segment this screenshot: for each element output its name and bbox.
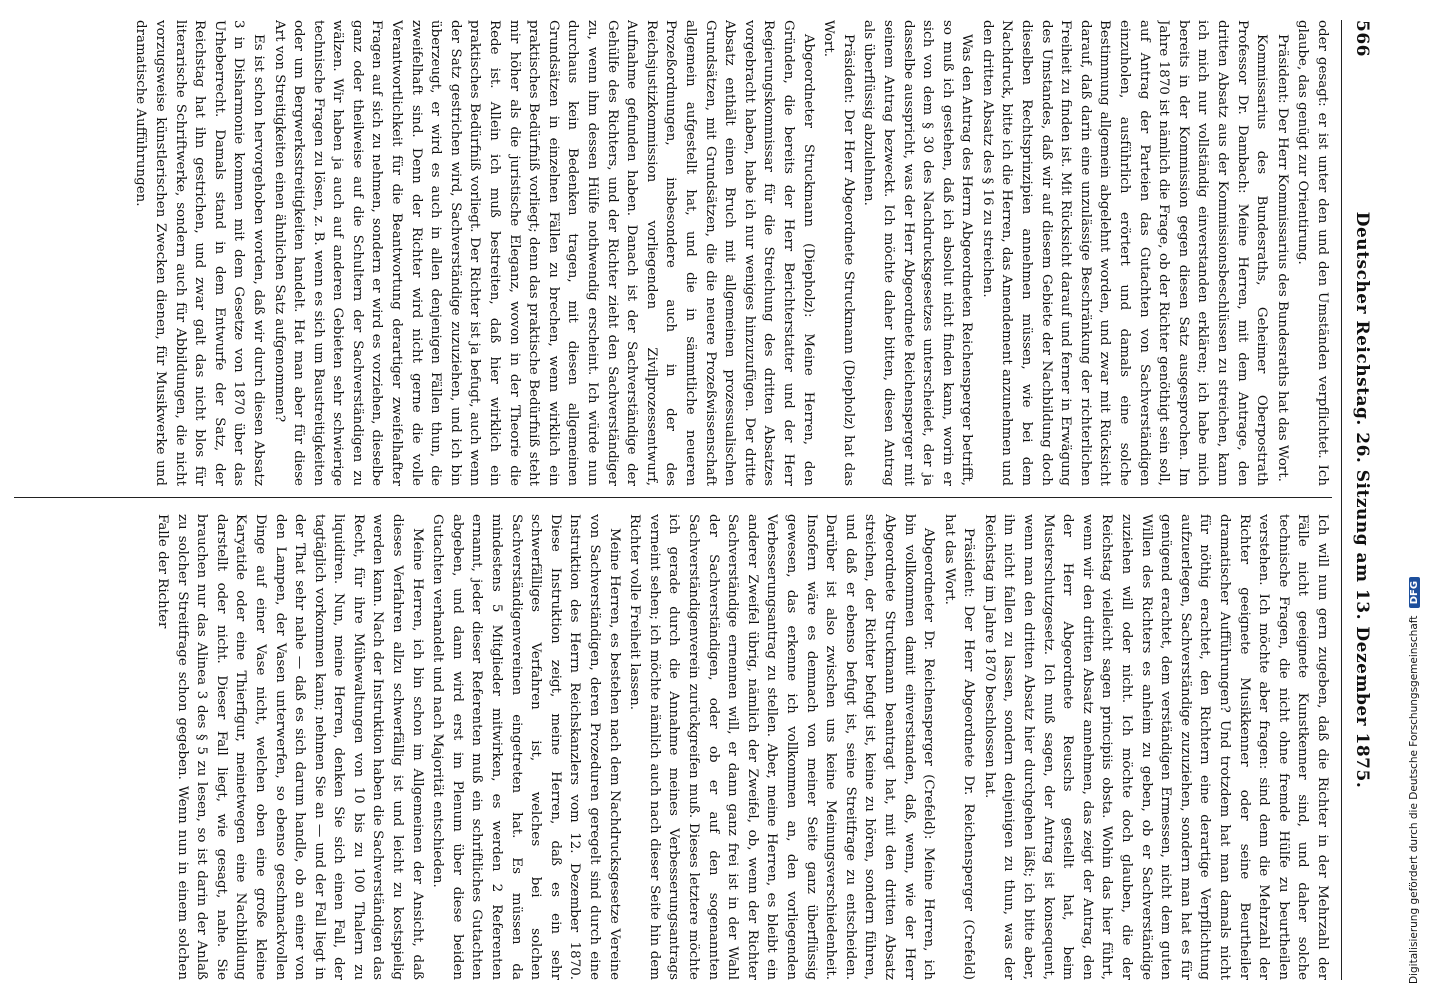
paragraph: Kommissarius des Bundesraths, Geheimer Oberpostrath Professor Dr. Dambach: Meine Herren, mit dem Antrage, den dritten Absatz aus der Kommissionsbeschlüssen zu streichen, kann ich mich nur vollständig einverstanden erklären; ich habe mich bereits in der Kommission gegen diesen Satz ausgesprochen. Im Jahre 1870 ist nämlich die Frage, ob der Richter genöthigt sein soll, auf Antrag der Parteien das Gutachten von Sachverständigen einzuholen, ausführlich erörtert und damals eine solche Bestimmung allgemein abgelehnt worden, und zwar mit Rücksicht darauf, daß darin eine unzulässige Beschränkung der richterlichen Freiheit zu finden ist. Mit Rücksicht darauf und ferner in Erwägung des Umstandes, daß wir auf diesem Gebiete der Nachbildung doch dieselben Rechtsprinzipien annehmen müssen, wie bei dem Nachdruck, bitte ich die Herren, das Amendement anzunehmen und den dritten Absatz des § 16 zu streichen.: [979, 20, 1270, 486]
digitization-credit: [1398, 0, 1432, 1000]
page-header: [1341, 20, 1382, 980]
paragraph: Meine Herren, es bestehen nach dem Nachdrucksgesetze Vereine von Sachverständigen, deren Prozeduren geregelt sind durch eine Instruktion des Herrn Reichskanzlers vom 12. Dezember 1870. Diese Instruktion zeigt, meine Herren, daß es ein sehr schwerfälliges Verfahren ist, welches bei solchen Sachverständigenvereinen eingetreten hat. Es müssen da mindestens 5 Mitglieder mitwirken, es werden 2 Referenten ernannt, jeder dieser Referenten muß ein schriftliches Gutachten abgeben, und dann wird erst im Plenum über diese beiden Gutachten verhandelt und nach Majorität entschieden.: [430, 514, 622, 980]
page-number: 566: [1352, 20, 1372, 57]
paragraph: Meine Herren, ich bin schon im Allgemeinen der Ansicht, daß dieses Verfahren allzu schwerfällig ist und leicht zu kostspielig werden kann. Nach der Instruktion haben die Sachverständigen das Recht, für ihre Mühewaltungen von 10 bis zu 100 Thalern zu liquidiren. Nun, meine Herren, denken Sie sich einen Fall, der tagtäglich vorkommen kann; nehmen Sie an — und der Fall liegt in der That sehr nahe — daß es sich darum handle, ob an einer von den Lampen, der Vasen unterwerfen, so ebenso geschmackvollen Dinge auf einer Vase nicht, welchen oben eine große kleine Karyatide oder eine Thierfigur, meinetwegen eine Nachbildung darstellt oder nicht. Dieser Fall liegt, wie gesagt, nahe. Sie brauchen nur das Alinea 3 des § 5 zu lesen, so ist darin der Anlaß zu solcher Streitfrage schon gegeben. Wenn nun in einem solchen Falle der Richter: [154, 514, 425, 980]
column-divider: [14, 497, 1332, 498]
paragraph: Präsident: Der Herr Abgeordnete Dr. Reichensperger (Crefeld) hat das Wort.: [941, 514, 977, 980]
paragraph: Ich will nun gern zugeben, daß die Richter in der Mehrzahl der Fälle nicht geeignete Kunstkenner sind, und daher solche technische Fragen, die nicht ohne fremde Hülfe zu beurtheilen verstehen. Ich möchte aber fragen: sind denn die Mehrzahl der Richter geeignete Musikkenner oder seine Beurtheiler dramatischer Aufführungen? Und trotzdem hat man damals nicht für nöthig erachtet, den Richtern eine derartige Verpflichtung aufzuerlegen, Sachverständige zuzuziehen, sondern man hat es für genügend erachtet, dem verständigen Ermessen, nicht dem guten Willen des Richters es anheim zu geben, ob er Sachverständige zuziehen will oder nicht. Ich möchte doch glauben, die der Reichstag vielleicht sagen principiis obsta. Wohin das hier führt, wenn wir den dritten Absatz annehmen, das zeigt der Antrag, den der Herr Abgeordnete Reuschs gestellt hat, beim Musterschutzgesetz. Ich muß sagen, der Antrag ist konsequent, wenn man den dritten Absatz hier durchgehen läßt; ich bitte aber, ihn nicht fallen zu lassen, sondern denjenigen zu thun, was der Reichstag im Jahre 1870 beschlossen hat.: [981, 514, 1330, 980]
page-title: Deutscher Reichstag. 26. Sitzung am 13. Dezember 1875.: [1352, 211, 1372, 789]
right-column: [14, 514, 1332, 980]
paragraph: Was den Antrag des Herrn Abgeordneten Reichensperger betrifft, so muß ich gestehen, daß ich absolut nicht finden kann, worin er sich von dem § 30 des Nachdrucksgesetzes unterscheidet, der ja dasselbe ausspricht, was der Herr Abgeordnete Reichensperger mit seinem Antrag bezweckt. Ich möchte daher bitten, diesen Antrag als überflüssig abzulehnen.: [861, 20, 975, 486]
paragraph: Abgeordneter Dr. Reichensperger (Crefeld): Meine Herren, ich bin vollkommen damit einverstanden, daß, wenn, wie der Herr Abgeordnete Struckmann beantragt hat, mit den dritten Absatz streichen, der Richter befugt ist, keine zu hören, sondern führen, und daß er ebenso befugt ist, seine Streitfrage zu entscheiden. Darüber ist also zwischen uns keine Meinungsverschiedenheit. Insofern wäre es demnach von meiner Seite ganz überflüssig gewesen, das erkenne ich vollkommen an, den vorliegenden Verbesserungsantrag zu stellen. Aber, meine Herren, es bleibt ein anderer Zweifel übrig, nämlich der Zweifel, ob, wenn der Richter Sachverständige ernennen will, er dann ganz frei ist in der Wahl der Sachverständigen, oder ob er auf den sogenannten Sachverständigenverein zurückgreifen muß. Dieses letztere möchte ich gerade durch die Annahme meines Verbesserungsantrags verneint sehen; ich möchte nämlich auch nach dieser Seite hin dem Richter volle Freiheit lassen.: [627, 514, 937, 980]
dfg-logo: DFG: [1409, 577, 1420, 608]
paragraph: Präsident: Der Herr Abgeordnete Struckmann (Diepholz) hat das Wort.: [821, 20, 856, 486]
paragraph: Abgeordneter Struckmann (Diepholz): Meine Herren, den Gründen, die bereits der Herr Berichterstatter und der Herr Regierungskommissar für die Streichung des dritten Absatzes vorgebracht haben, habe ich nur weniges hinzuzufügen. Der dritte Absatz enthält einen Bruch mit allgemeinen prozessualischen Grundsätzen, mit Grundsätzen, die die neuere Prozeßwissenschaft allgemein aufgestellt hat, und die in sämmtliche neueren Prozeßordnungen, insbesondere auch in der des Reichsjustizkommission vorliegenden Zivilprozessentwurf, Aufnahme gefunden haben. Danach ist der Sachverständige der Gehülfe des Richters, und der Richter zieht den Sachverständiger zu, wenn ihm dessen Hülfe nothwendig erscheint. Ich würde nun durchaus kein Bedenken tragen, mit diesen allgemeinen Grundsätzen in einzelnen Fällen zu brechen, wenn wirklich ein praktisches Bedürfniß vorliegt; denn das praktische Bedürfniß steht mir höher als die juristische Eleganz, wovon in der Theorie die Rede ist. Allein ich muß bestreiten, daß hier wirklich ein praktisches Bedürfniß vorliegt. Der Richter ist ja befugt, auch wenn der Satz gestrichen wird, Sachverständige zuzuziehen, und ich bin überzeugt, er wird es auch in allen denjenigen Fällen thun, die zweifelhaft sind. Denn der Richter wird nicht gerne die volle Verantwortlichkeit für die Beantwortung derartiger zweifelhafter Fragen auf sich zu nehmen, sondern er wird es vorziehen, dieselbe ganz oder theilweise auf die Schultern der Sachverständigen zu wälzen. Wir haben ja auch auf anderen Gebieten sehr schwierige technische Fragen zu lösen, z. B. wenn es sich um Baustreitigkeiten oder um Bergwerksstreitigkeiten handelt. Hat man aber für diese Art von Streitigkeiten einen ähnlichen Satz aufgenommen?: [271, 20, 816, 486]
left-column: [14, 20, 1332, 486]
paragraph: oder gesagt: er ist unter den und den Umständen verpflichtet. Ich glaube, das genügt zur Orientirung.: [1295, 20, 1330, 486]
credit-text: Digitalisierung gefördert durch die Deutsche Forschungsgemeinschaft: [1408, 615, 1420, 984]
paragraph: Präsident: Der Herr Kommissarius des Bundesraths hat das Wort.: [1274, 34, 1290, 482]
paragraph: Es ist schon hervorgehoben worden, daß wir durch diesen Absatz 3 in Disharmonie kommen mit dem Gesetze von 1870 über das Urheberrecht. Damals stand in dem Entwurfe der Satz, der Reichstag hat ihn gestrichen, und zwar galt das nicht blos für literarische Schriftwerke, sondern auch für Abbildungen, die nicht vorzugsweise künstlerischen Zwecken dienen, für Musikwerke und dramatische Aufführungen.: [133, 20, 266, 486]
